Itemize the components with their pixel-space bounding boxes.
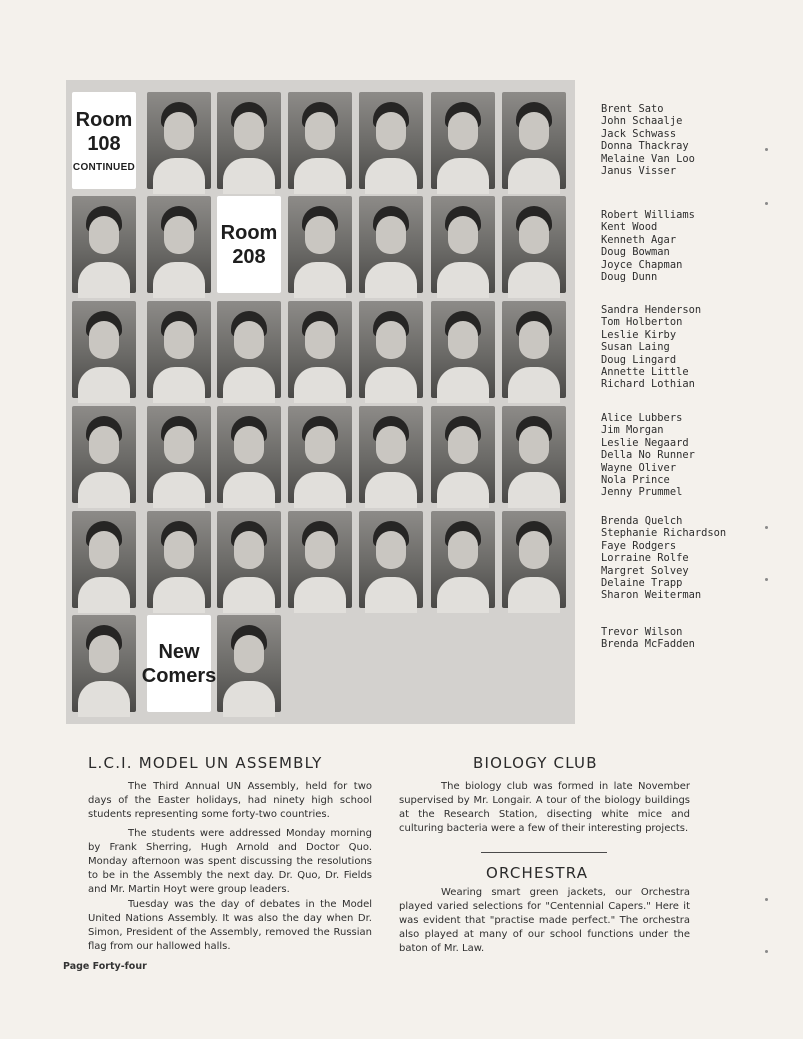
- student-portrait: [288, 406, 352, 503]
- binder-mark: [765, 950, 768, 953]
- student-name: Brenda Quelch: [601, 515, 683, 527]
- student-portrait: [502, 92, 566, 189]
- student-name: Robert Williams: [601, 209, 695, 221]
- orchestra-paragraph: Wearing smart green jackets, our Orchestra played varied selections for "Centennial Capers." Here it was evident that "practise made perfect." The orchestra also played at many of our school functions under the baton of Mr. Law.: [399, 887, 690, 954]
- student-portrait: [359, 196, 423, 293]
- student-portrait: [502, 511, 566, 608]
- student-name: Leslie Kirby: [601, 328, 677, 341]
- student-name: Brent Sato: [601, 103, 664, 115]
- student-portrait: [431, 511, 495, 608]
- student-name: Stephanie Richardson: [601, 527, 727, 540]
- student-name: Annette Little: [601, 366, 689, 379]
- student-name: Janus Visser: [601, 165, 677, 178]
- student-portrait: [147, 92, 211, 189]
- student-portrait: [147, 406, 211, 503]
- binder-mark: [765, 898, 768, 901]
- student-portrait: [502, 196, 566, 293]
- student-name: Leslie Negaard: [601, 436, 689, 449]
- student-portrait: [72, 615, 136, 712]
- student-name: Jenny Prummel: [601, 486, 683, 499]
- student-portrait: [288, 196, 352, 293]
- names-row-6: [601, 626, 721, 651]
- student-name: Donna Thackray: [601, 140, 689, 153]
- names-row-5: [601, 515, 727, 602]
- student-portrait: [72, 406, 136, 503]
- student-name: Doug Bowman: [601, 246, 670, 259]
- new-comers-line2: Comers: [141, 664, 217, 687]
- section-divider: [481, 852, 607, 853]
- room-208-label: [217, 196, 281, 293]
- binder-mark: [765, 578, 768, 581]
- student-portrait: [217, 301, 281, 398]
- student-portrait: [359, 301, 423, 398]
- un-assembly-title: L.C.I. MODEL UN ASSEMBLY: [88, 754, 323, 772]
- room-108-continued: CONTINUED: [72, 162, 136, 173]
- student-portrait: [359, 406, 423, 503]
- un-paragraph-2: The students were addressed Monday morning by Frank Sherring, Hugh Arnold and Doctor Quo. Monday afternoon was spent discussing the resolutions to be in the Assembly the next day. Dr. Quo, Dr. Fields and Mr. Martin Hoyt were group leaders.: [88, 828, 372, 895]
- names-row-1: [601, 103, 721, 177]
- binder-mark: [765, 148, 768, 151]
- student-name: Jack Schwass: [601, 127, 677, 140]
- student-name: Doug Lingard: [601, 353, 677, 366]
- class-photo-panel: [66, 80, 575, 724]
- student-portrait: [217, 511, 281, 608]
- student-portrait: [72, 196, 136, 293]
- student-portrait: [217, 92, 281, 189]
- names-row-3: [601, 304, 721, 391]
- student-portrait: [147, 511, 211, 608]
- student-portrait: [359, 92, 423, 189]
- student-name: Faye Rodgers: [601, 539, 677, 552]
- student-name: Lorraine Rolfe: [601, 552, 689, 565]
- student-portrait: [217, 406, 281, 503]
- student-name: Kenneth Agar: [601, 233, 677, 246]
- room-108-word: Room: [75, 109, 133, 131]
- student-name: Sandra Henderson: [601, 304, 702, 316]
- student-name: Tom Holberton: [601, 316, 683, 329]
- student-portrait: [359, 511, 423, 608]
- orchestra-title: ORCHESTRA: [486, 864, 589, 882]
- student-portrait: [72, 301, 136, 398]
- student-name: Delaine Trapp: [601, 577, 683, 590]
- names-row-2: [601, 209, 721, 283]
- student-portrait: [431, 196, 495, 293]
- student-name: Della No Runner: [601, 449, 695, 462]
- student-portrait: [288, 511, 352, 608]
- student-portrait: [288, 92, 352, 189]
- binder-mark: [765, 202, 768, 205]
- student-portrait: [431, 92, 495, 189]
- student-name: Susan Laing: [601, 341, 670, 354]
- student-portrait: [147, 196, 211, 293]
- student-name: Joyce Chapman: [601, 258, 683, 271]
- student-name: Brenda McFadden: [601, 638, 695, 651]
- student-portrait: [431, 406, 495, 503]
- student-name: Margret Solvey: [601, 564, 689, 577]
- new-comers-line1: New: [158, 640, 200, 663]
- student-name: Jim Morgan: [601, 424, 664, 437]
- student-portrait: [147, 301, 211, 398]
- new-comers-label: [141, 615, 217, 712]
- student-portrait: [288, 301, 352, 398]
- student-name: Melaine Van Loo: [601, 152, 695, 165]
- binder-mark: [765, 526, 768, 529]
- student-name: Kent Wood: [601, 221, 658, 234]
- student-name: John Schaalje: [601, 115, 683, 128]
- student-name: Doug Dunn: [601, 271, 658, 284]
- biology-paragraph: The biology club was formed in late November supervised by Mr. Longair. A tour of the biology buildings at the Research Station, disecting white mice and culturing bacteria were a few of their interesting projects.: [399, 781, 690, 834]
- student-portrait: [72, 511, 136, 608]
- un-paragraph-3: Tuesday was the day of debates in the Model United Nations Assembly. It was also the day when Dr. Simon, President of the Assembly, removed the Russian flag from our hallowed halls.: [88, 899, 372, 952]
- room-108-label: [72, 92, 136, 189]
- student-portrait: [431, 301, 495, 398]
- room-108-number: 108: [87, 133, 121, 155]
- student-name: Richard Lothian: [601, 378, 695, 391]
- room-208-number: 208: [232, 245, 266, 268]
- student-portrait: [502, 301, 566, 398]
- student-portrait: [217, 615, 281, 712]
- student-name: Wayne Oliver: [601, 461, 677, 474]
- student-name: Nola Prince: [601, 474, 670, 487]
- names-row-4: [601, 412, 721, 499]
- student-name: Sharon Weiterman: [601, 589, 702, 602]
- student-portrait: [502, 406, 566, 503]
- un-paragraph-1: The Third Annual UN Assembly, held for two days of the Easter holidays, had ninety high school students representing some forty-two countries.: [88, 781, 372, 820]
- biology-club-title: BIOLOGY CLUB: [473, 754, 598, 772]
- page-number: Page Forty-four: [63, 961, 147, 972]
- student-name: Trevor Wilson: [601, 626, 683, 638]
- student-name: Alice Lubbers: [601, 412, 683, 424]
- room-208-word: Room: [220, 221, 278, 244]
